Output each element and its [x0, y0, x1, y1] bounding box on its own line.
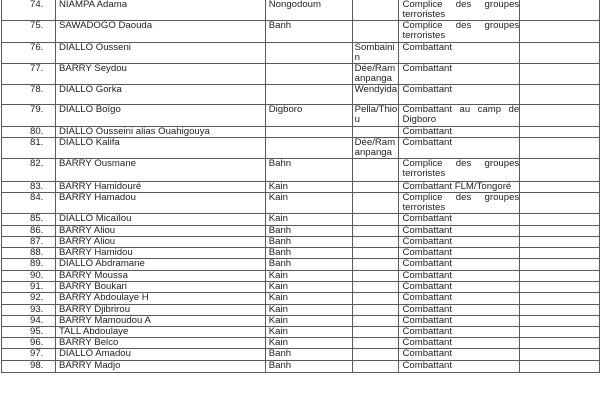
empty-cell [520, 138, 600, 159]
row-number: 80. [2, 127, 56, 138]
locality-cell: Kain [265, 182, 352, 193]
village-cell [352, 0, 399, 21]
row-number: 94. [2, 316, 56, 327]
table-row [2, 248, 600, 259]
village-cell [352, 293, 399, 305]
empty-cell [520, 305, 600, 316]
village-cell [352, 127, 399, 138]
person-name: DIALLO Boïgo [55, 105, 265, 127]
person-name: BARRY Abdoulaye H [55, 293, 265, 305]
status-text: Combattant [402, 225, 453, 236]
status-cell [399, 0, 520, 21]
row-number: 75. [2, 21, 56, 43]
row-number: 81. [2, 138, 56, 159]
person-name: BARRY Aliou [55, 237, 265, 248]
table-row [2, 305, 600, 316]
village-cell [352, 21, 399, 43]
row-number: 85. [2, 214, 56, 226]
village-cell [352, 237, 399, 248]
village-cell: Dée/Ramanpanga [352, 64, 399, 85]
row-number: 90. [2, 271, 56, 282]
status-cell [399, 327, 520, 338]
person-name: DIALLO Micaïlou [55, 214, 265, 226]
table-row [2, 214, 600, 226]
status-text: Combattant [402, 304, 453, 315]
locality-cell: Digboro [265, 105, 352, 127]
status-cell [399, 338, 520, 349]
person-name: BARRY Moussa [55, 271, 265, 282]
status-text: Combattant [402, 42, 453, 53]
status-cell [399, 282, 520, 293]
person-name: BARRY Madjo [55, 361, 265, 373]
empty-cell [520, 293, 600, 305]
empty-cell [520, 248, 600, 259]
status-cell [399, 305, 520, 316]
table-row [2, 338, 600, 349]
locality-cell: Banh [265, 237, 352, 248]
village-cell [352, 214, 399, 226]
status-cell [399, 64, 520, 85]
person-name: BARRY Aliou [55, 226, 265, 237]
table-row [2, 159, 600, 182]
row-number: 88. [2, 248, 56, 259]
status-cell [399, 349, 520, 361]
village-cell [352, 282, 399, 293]
status-cell [399, 293, 520, 305]
status-cell [399, 105, 520, 127]
locality-cell: Kain [265, 293, 352, 305]
table-row [2, 0, 600, 21]
locality-cell: Kain [265, 327, 352, 338]
empty-cell [520, 361, 600, 373]
table-row [2, 21, 600, 43]
person-name: TALL Abdoulaye [55, 327, 265, 338]
table-row [2, 226, 600, 237]
status-cell [399, 159, 520, 182]
locality-cell [265, 64, 352, 85]
empty-cell [520, 182, 600, 193]
row-number: 87. [2, 237, 56, 248]
locality-cell: Nongodoum [265, 0, 352, 21]
table-row [2, 282, 600, 293]
status-text: Combattant [402, 137, 453, 148]
status-cell [399, 237, 520, 248]
locality-cell: Banh [265, 259, 352, 271]
person-name: BARRY Hamadou [55, 193, 265, 214]
locality-cell: Kain [265, 193, 352, 214]
status-cell [399, 316, 520, 327]
table-row [2, 105, 600, 127]
row-number: 79. [2, 105, 56, 127]
status-text: Complice des groupes terroristes [402, 20, 520, 41]
table-row [2, 349, 600, 361]
village-cell [352, 327, 399, 338]
row-number: 95. [2, 327, 56, 338]
status-cell [399, 259, 520, 271]
row-number: 93. [2, 305, 56, 316]
empty-cell [520, 214, 600, 226]
status-text: Complice des groupes terroristes [402, 192, 520, 213]
locality-cell: Banh [265, 248, 352, 259]
status-cell [399, 193, 520, 214]
status-text: Combattant [402, 236, 453, 247]
status-text: Combattant [402, 126, 453, 137]
person-name: DIALLO Abdramane [55, 259, 265, 271]
row-number: 92. [2, 293, 56, 305]
status-cell [399, 85, 520, 105]
locality-cell: Kain [265, 282, 352, 293]
table-row [2, 327, 600, 338]
status-cell [399, 214, 520, 226]
status-cell [399, 182, 520, 193]
table-row [2, 127, 600, 138]
village-cell [352, 338, 399, 349]
empty-cell [520, 282, 600, 293]
row-number: 78. [2, 85, 56, 105]
empty-cell [520, 43, 600, 64]
locality-cell: Bahn [265, 159, 352, 182]
status-text: Combattant au camp de Digboro [402, 104, 520, 125]
status-text: Combattant [402, 315, 453, 326]
table-row [2, 271, 600, 282]
empty-cell [520, 159, 600, 182]
village-cell [352, 259, 399, 271]
person-name: DIALLO Kalifa [55, 138, 265, 159]
empty-cell [520, 316, 600, 327]
locality-cell [265, 138, 352, 159]
village-cell [352, 226, 399, 237]
locality-cell: Kain [265, 214, 352, 226]
status-cell [399, 138, 520, 159]
status-text: Combattant [402, 348, 453, 359]
locality-cell: Banh [265, 226, 352, 237]
table-body [2, 0, 600, 373]
village-cell [352, 248, 399, 259]
row-number: 74. [2, 0, 56, 21]
village-cell: Dée/Ramanpanga [352, 138, 399, 159]
locality-cell: Kain [265, 316, 352, 327]
table-row [2, 259, 600, 271]
village-cell [352, 159, 399, 182]
village-cell: Wendyida [352, 85, 399, 105]
locality-cell [265, 85, 352, 105]
person-name: NIAMPA Adama [55, 0, 265, 21]
row-number: 84. [2, 193, 56, 214]
table-row [2, 64, 600, 85]
status-cell [399, 271, 520, 282]
row-number: 77. [2, 64, 56, 85]
person-name: BARRY Belco [55, 338, 265, 349]
status-cell [399, 361, 520, 373]
row-number: 86. [2, 226, 56, 237]
status-cell [399, 226, 520, 237]
row-number: 97. [2, 349, 56, 361]
empty-cell [520, 21, 600, 43]
person-name: BARRY Seydou [55, 64, 265, 85]
person-name: BARRY Mamoudou A [55, 316, 265, 327]
status-text: Combattant FLM/Tongoré [402, 181, 512, 192]
person-name: BARRY Djibrirou [55, 305, 265, 316]
status-text: Complice des groupes terroristes [402, 0, 520, 20]
village-cell [352, 182, 399, 193]
person-name: BARRY Boukari [55, 282, 265, 293]
table-row [2, 43, 600, 64]
person-name: DIALLO Gorka [55, 85, 265, 105]
status-text: Combattant [402, 292, 453, 303]
locality-cell: Banh [265, 21, 352, 43]
status-text: Combattant [402, 337, 453, 348]
row-number: 82. [2, 159, 56, 182]
suspects-table [1, 0, 600, 373]
locality-cell: Kain [265, 338, 352, 349]
table-row [2, 193, 600, 214]
row-number: 89. [2, 259, 56, 271]
row-number: 96. [2, 338, 56, 349]
table-row [2, 182, 600, 193]
person-name: DIALLO Ousseini alias Ouahigouya [55, 127, 265, 138]
empty-cell [520, 85, 600, 105]
village-cell [352, 305, 399, 316]
village-cell [352, 349, 399, 361]
locality-cell: Kain [265, 271, 352, 282]
locality-cell: Banh [265, 361, 352, 373]
locality-cell [265, 43, 352, 64]
status-cell [399, 21, 520, 43]
row-number: 76. [2, 43, 56, 64]
locality-cell [265, 127, 352, 138]
empty-cell [520, 259, 600, 271]
village-cell: Sombainin [352, 43, 399, 64]
status-text: Combattant [402, 84, 453, 95]
table-row [2, 293, 600, 305]
person-name: DIALLO Ousseni [55, 43, 265, 64]
status-text: Combattant [402, 247, 453, 258]
status-text: Combattant [402, 213, 453, 224]
empty-cell [520, 193, 600, 214]
village-cell [352, 316, 399, 327]
empty-cell [520, 64, 600, 85]
locality-cell: Kain [265, 305, 352, 316]
person-name: BARRY Hamidouré [55, 182, 265, 193]
row-number: 91. [2, 282, 56, 293]
row-number: 83. [2, 182, 56, 193]
village-cell [352, 361, 399, 373]
table-row [2, 361, 600, 373]
empty-cell [520, 127, 600, 138]
status-cell [399, 127, 520, 138]
empty-cell [520, 105, 600, 127]
empty-cell [520, 327, 600, 338]
village-cell [352, 193, 399, 214]
table-row [2, 85, 600, 105]
row-number: 98. [2, 361, 56, 373]
status-text: Combattant [402, 63, 453, 74]
empty-cell [520, 349, 600, 361]
table-row [2, 237, 600, 248]
status-text: Complice des groupes terroristes [402, 158, 520, 179]
village-cell: Pella/Thiou [352, 105, 399, 127]
status-cell [399, 43, 520, 64]
table-row [2, 316, 600, 327]
person-name: BARRY Ousmane [55, 159, 265, 182]
empty-cell [520, 0, 600, 21]
status-text: Combattant [402, 360, 453, 371]
empty-cell [520, 338, 600, 349]
village-cell [352, 271, 399, 282]
person-name: DIALLO Amadou [55, 349, 265, 361]
status-text: Combattant [402, 281, 453, 292]
empty-cell [520, 271, 600, 282]
status-text: Combattant [402, 326, 453, 337]
person-name: SAWADOGO Daouda [55, 21, 265, 43]
status-text: Combattant [402, 258, 453, 269]
status-text: Combattant [402, 270, 453, 281]
status-cell [399, 248, 520, 259]
person-name: BARRY Hamidou [55, 248, 265, 259]
locality-cell: Banh [265, 349, 352, 361]
table-row [2, 138, 600, 159]
empty-cell [520, 237, 600, 248]
empty-cell [520, 226, 600, 237]
